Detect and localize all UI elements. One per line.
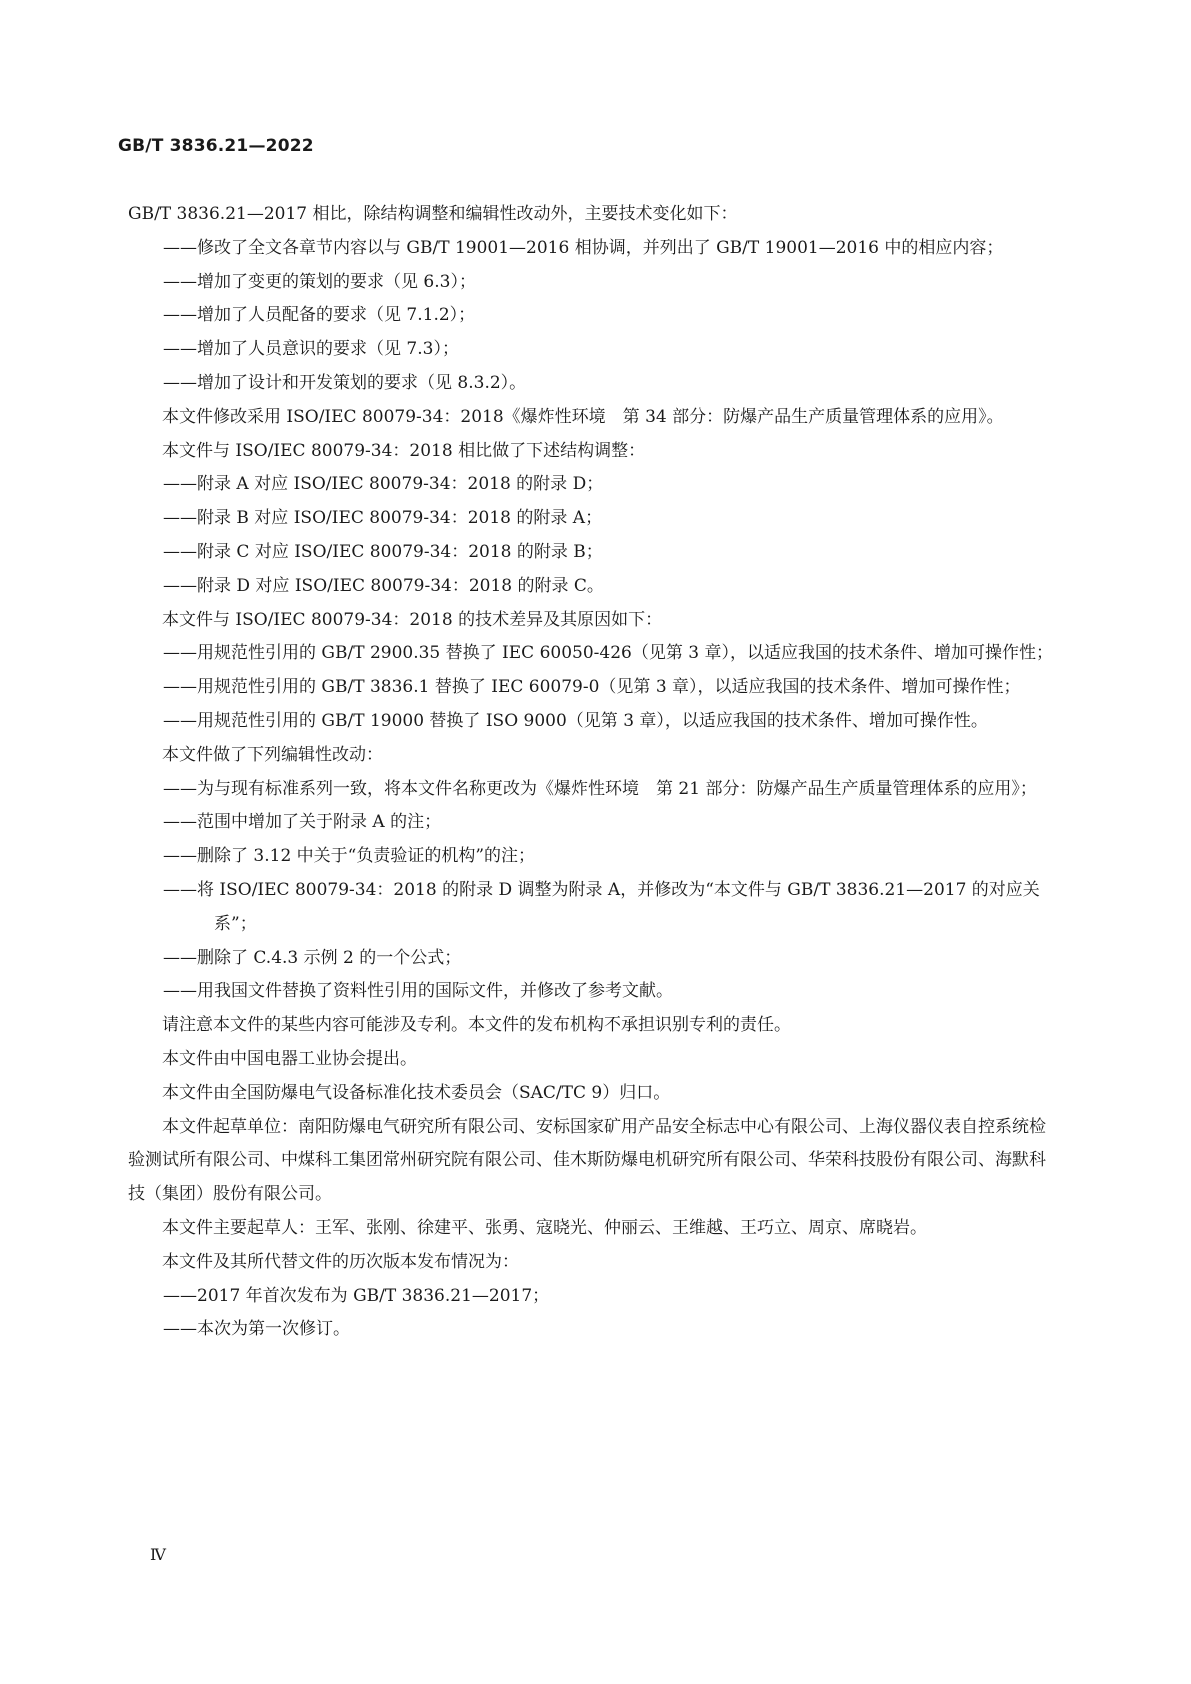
paragraph: 本文件起草单位：南阳防爆电气研究所有限公司、安标国家矿用产品安全标志中心有限公司、上海仪器仪表自控系统检验测试所有限公司、中煤科工集团常州研究院有限公司、佳木斯防爆电机研究所有限公司、华荣科技股份有限公司、海默科技（集团）股份有限公司。 [128, 1116, 1046, 1205]
paragraph: 本文件与 ISO/IEC 80079-34：2018 的技术差异及其原因如下： [162, 609, 663, 630]
list-item: ——附录 A 对应 ISO/IEC 80079-34：2018 的附录 D； [163, 474, 604, 495]
list-item: ——增加了人员意识的要求（见 7.3）； [163, 339, 459, 360]
paragraph: GB/T 3836.21—2017 相比，除结构调整和编辑性改动外，主要技术变化如下： [128, 204, 738, 224]
page-number: Ⅳ [150, 1545, 166, 1564]
list-item: ——将 ISO/IEC 80079-34：2018 的附录 D 调整为附录 A，并修改为“本文件与 GB/T 3836.21—2017 的对应关系”； [163, 879, 1040, 934]
list-item: ——附录 C 对应 ISO/IEC 80079-34：2018 的附录 B； [163, 541, 603, 562]
list-item: ——删除了 3.12 中关于“负责验证的机构”的注； [163, 846, 536, 867]
paragraph: 本文件主要起草人：王军、张刚、徐建平、张勇、寇晓光、仲丽云、王维越、王巧立、周京、席晓岩。 [162, 1217, 927, 1238]
list-item: ——本次为第一次修订。 [163, 1319, 350, 1340]
paragraph: 本文件做了下列编辑性改动： [162, 744, 383, 765]
list-item: ——附录 B 对应 ISO/IEC 80079-34：2018 的附录 A； [163, 508, 603, 529]
list-item: ——修改了全文各章节内容以与 GB/T 19001—2016 相协调，并列出了 GB/T 19001—2016 中的相应内容； [163, 237, 1004, 258]
list-item: ——用规范性引用的 GB/T 3836.1 替换了 IEC 60079-0（见第 3 章），以适应我国的技术条件、增加可操作性； [163, 677, 1021, 698]
list-item: ——范围中增加了关于附录 A 的注； [163, 812, 442, 833]
list-item: ——增加了人员配备的要求（见 7.1.2）； [163, 305, 476, 326]
paragraph: 本文件由中国电器工业协会提出。 [162, 1048, 417, 1069]
list-item: ——为与现有标准系列一致，将本文件名称更改为《爆炸性环境 第 21 部分：防爆产品生产质量管理体系的应用》； [163, 778, 1037, 799]
document-body [128, 198, 1060, 1347]
paragraph: 本文件及其所代替文件的历次版本发布情况为： [162, 1251, 519, 1272]
list-item: ——用我国文件替换了资料性引用的国际文件，并修改了参考文献。 [163, 981, 673, 1002]
list-item: ——用规范性引用的 GB/T 2900.35 替换了 IEC 60050-426（见第 3 章），以适应我国的技术条件、增加可操作性； [163, 643, 1053, 664]
list-item: ——附录 D 对应 ISO/IEC 80079-34：2018 的附录 C。 [163, 575, 604, 596]
list-item: ——用规范性引用的 GB/T 19000 替换了 ISO 9000（见第 3 章），以适应我国的技术条件、增加可操作性。 [163, 710, 988, 731]
list-item: ——增加了设计和开发策划的要求（见 8.3.2）。 [163, 372, 527, 393]
paragraph: 本文件修改采用 ISO/IEC 80079-34：2018《爆炸性环境 第 34 部分：防爆产品生产质量管理体系的应用》。 [162, 406, 1004, 427]
paragraph: 本文件由全国防爆电气设备标准化技术委员会（SAC/TC 9）归口。 [162, 1082, 671, 1103]
list-item: ——增加了变更的策划的要求（见 6.3）； [163, 271, 476, 292]
paragraph: 本文件与 ISO/IEC 80079-34：2018 相比做了下述结构调整： [162, 440, 646, 461]
paragraph: 请注意本文件的某些内容可能涉及专利。本文件的发布机构不承担识别专利的责任。 [162, 1015, 791, 1036]
list-item: ——2017 年首次发布为 GB/T 3836.21—2017； [163, 1285, 550, 1306]
document-header: GB/T 3836.21—2022 [118, 136, 314, 156]
list-item: ——删除了 C.4.3 示例 2 的一个公式； [163, 947, 462, 968]
